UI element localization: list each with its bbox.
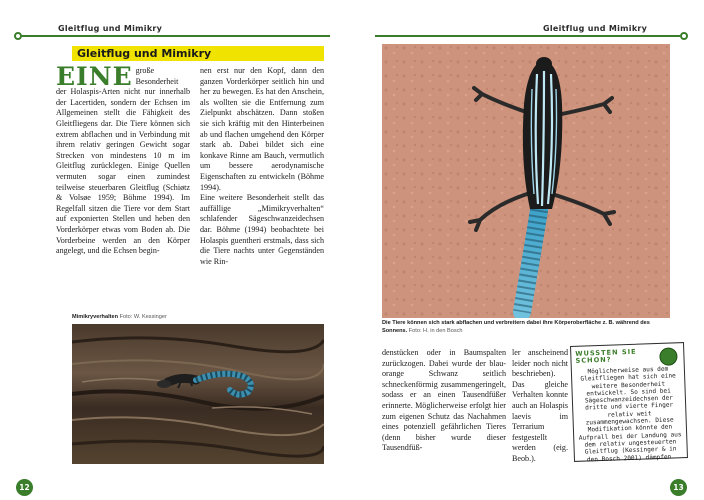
lizard-on-bark-image (72, 324, 324, 464)
section-heading: Gleitflug und Mimikry (77, 47, 212, 60)
body-paragraph: Eine weitere Besonderheit stellt das auffällige „Mimikryverhalten“ schlafender Sägeschwanzeidechsen dar. Böhme (1994) beobachtete bei Holaspis guentheri erstmals, dass sich die Tiere nachts unter Gegenständen wie Rin- (200, 193, 324, 266)
right-column-1 (382, 348, 506, 454)
left-photo-caption-title: Mimikryverhalten (72, 314, 119, 320)
body-paragraph: nen erst nur den Kopf, dann den ganzen Vorderkörper seitlich hin und her zu bewegen. Es hat den Anschein, als wollten sie die Entfernung zum Zielpunkt abschätzen. Dann stoßen sie sich kräftig mit den Hinterbeinen ab und flachen umgehend den Körper stark ab. Dabei bildet sich eine konkave Rinne am Bauch, vermutlich um bessere aerodynamische Eigenschaften zu entwickeln (Böhme 1994). (200, 66, 324, 192)
right-photo-lizard (382, 44, 670, 318)
body-paragraph: große Besonderheit der Holaspis-Arten nicht nur innerhalb der Lacertiden, sondern der Echsen im Allgemeinen stellt die Fähigkeit des Gleitfliegens dar. Die Tiere können sich extrem abflachen und in Verbindung mit ihrem relativ geringen Gewicht sogar Strecken von mindestens 10 m im Gleitflug zurücklegen. Einige Quellen vermuten sogar einen zumindest teilweise steuerbaren Gleitflug (Schiøtz & Volsøe 1959; Böhme 1994). Im Regelfall sitzen die Tiere vor dem Start auf exponierten Stellen und heben den Vorderkörper etwas vom Boden ab. Die Vorderbeine werden an den Körper angelegt, und die Echsen begin- (56, 66, 190, 256)
info-note-text: Möglicherweise aus dem Gleitfliegen hat sich eine weitere Besonderheit entwickelt. So sind bei Sägeschwanzeidechsen der dritte und vierte Finger relativ weit zusammengewachsen. Diese Modifikation könnte den Aufprall bei der Landung aus dem relativ ungesteuerten Gleitflug (Kessinger & in den Bosch 2001) dämpfen. (578, 365, 682, 464)
flattened-lizard-image (382, 44, 670, 318)
info-note-title: WUSSTEN SIE SCHON? (575, 347, 637, 366)
right-header-ring (680, 32, 688, 40)
right-photo-caption (382, 320, 672, 335)
left-column-2 (200, 66, 324, 267)
left-column-1 (56, 62, 190, 257)
info-note-box (570, 342, 688, 462)
body-paragraph: denstücken oder in Baumspalten zurückzogen. Dabei wurde der blau-orange Schwanz seitlich schneckenförmig zusammengeringelt, sodass er an einen Tausendfüßer erinnerte. Möglicherweise erfolgt hier zum eigenen Schutz das Nachahmen eines potenziell gefährlichen Tieres (denn bisher wurde dieser Tausendfüß- (382, 348, 506, 453)
right-photo-caption-credit: Foto: H. in den Bosch (408, 327, 463, 334)
section-heading-bar (72, 46, 324, 61)
left-photo-mimicry (72, 324, 324, 464)
right-running-title: Gleitflug und Mimikry (543, 24, 648, 33)
body-paragraph: ler anscheinend leider noch nicht beschrieben). Das gleiche Verhalten konnte auch an Holaspis laevis im Terrarium festgestellt werden (eig. Beob.). (512, 348, 568, 463)
right-page-number: 13 (670, 479, 687, 496)
left-header-ring (14, 32, 22, 40)
left-running-title: Gleitflug und Mimikry (58, 24, 163, 33)
right-header-rule (375, 35, 680, 37)
left-photo-caption-credit: Foto: W. Kessinger (119, 314, 167, 320)
right-column-2 (512, 348, 568, 465)
left-photo-caption (72, 314, 167, 322)
right-photo-caption-text: Die Tiere können sich stark abflachen und verbreitern dabei ihre Körperoberfläche z. B. während des Sonnens. (382, 320, 650, 334)
left-header-rule (22, 35, 330, 37)
drop-cap: EINE (56, 62, 133, 91)
left-page-number: 12 (16, 479, 33, 496)
green-pin-icon (659, 347, 678, 366)
